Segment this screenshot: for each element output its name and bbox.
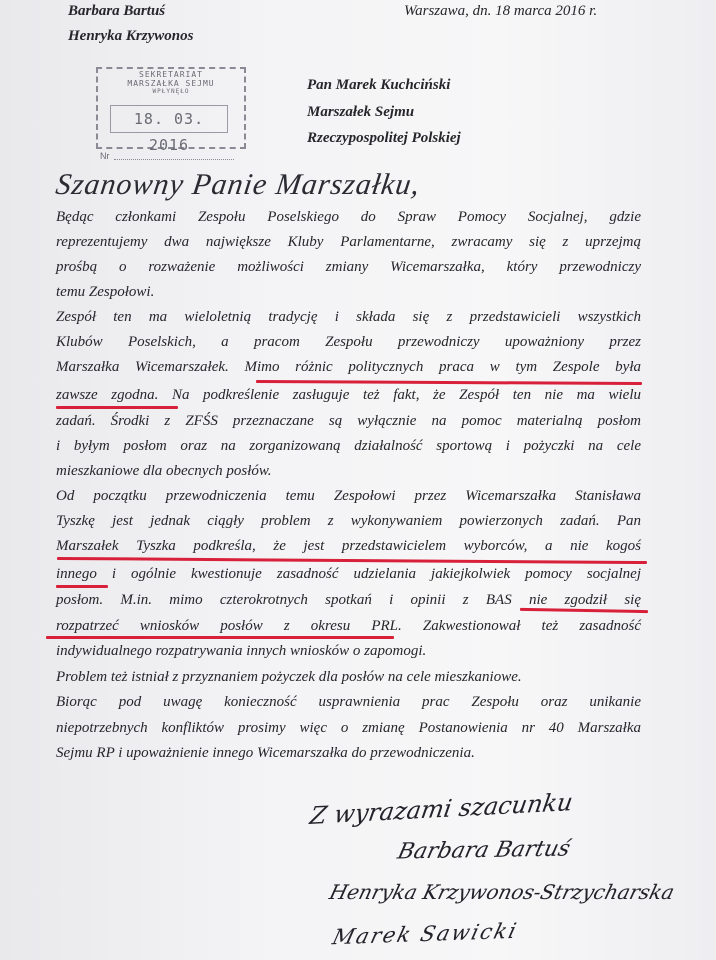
stamp-nr-label: Nr — [100, 151, 110, 161]
sender-name-2: Henryka Krzywonos — [68, 28, 194, 44]
stamp-line-1: SEKRETARIAT — [139, 70, 203, 79]
registry-stamp — [96, 67, 246, 163]
body-line: prośbą o rozważenie możliwości zmiany Wicemarszałka, który przewodniczy — [56, 259, 641, 275]
body-line: mieszkaniowe dla obecnych posłów. — [56, 463, 272, 479]
stamp-line-3: WPŁYNĘŁO — [152, 88, 190, 95]
body-line: temu Zespołowi. — [56, 284, 155, 300]
body-line: Zespół ten ma wieloletnią tradycję i składa się z przedstawicieli wszystkich — [56, 309, 641, 325]
body-line: Problem też istniał z przyznaniem pożyczek dla posłów na cele mieszkaniowe. — [56, 669, 522, 685]
recipient-line-1: Pan Marek Kuchciński — [307, 77, 451, 93]
body-line: indywidualnego rozpatrywania innych wniosków o zapomogi. — [56, 643, 427, 659]
body-line: posłom. M.in. mimo czterokrotnych spotkań i opinii z BAS nie zgodził się — [56, 592, 641, 608]
body-line: Tyszkę jest jednak ciągły problem z wykonywaniem powierzonych zadań. Pan — [56, 513, 641, 529]
signature-bartus: Barbara Bartuś — [395, 836, 573, 865]
body-line: rozpatrzeć wniosków posłów z okresu PRL. Zakwestionował też zasadność — [56, 618, 641, 634]
date-line: Warszawa, dn. 18 marca 2016 r. — [404, 3, 598, 19]
body-line: Biorąc pod uwagę konieczność usprawnienia prac Zespołu oraz unikanie — [56, 694, 641, 710]
highlight-underline — [56, 406, 178, 409]
body-line: zawsze zgodna. Na podkreślenie zasługuje też fakt, że Zespół ten nie ma wielu — [56, 387, 641, 403]
body-line: Od początku przewodniczenia temu Zespołowi przez Wicemarszałka Stanisława — [56, 488, 641, 504]
body-line: Będąc członkami Zespołu Poselskiego do Spraw Pomocy Socjalnej, gdzie — [56, 209, 641, 225]
closing-greeting: Z wyrazami szacunku — [307, 787, 575, 831]
highlight-underline — [46, 636, 394, 639]
body-line: innego i ogólnie kwestionuje zasadność udzielania jakiejkolwiek pomocy socjalnej — [56, 566, 641, 582]
highlight-underline — [256, 380, 642, 385]
salutation: Szanowny Panie Marszałku, — [53, 168, 423, 201]
body-line: Klubów Poselskich, a pracom Zespołu przewodniczy upoważniony przez — [56, 334, 641, 350]
body-line: i byłym posłom oraz na zorganizowaną działalność sportową i pożyczki na cele — [56, 438, 641, 454]
sender-name-1: Barbara Bartuś — [68, 3, 166, 19]
signature-sawicki: Marek Sawicki — [330, 918, 521, 950]
recipient-line-2: Marszałek Sejmu — [307, 104, 415, 120]
body-line: Marszałek Tyszka podkreśla, że jest przedstawicielem wyborców, a nie kogoś — [56, 538, 641, 554]
stamp-line-2: MARSZAŁKA SEJMU — [127, 79, 215, 88]
stamp-date: 18. 03. 2016 — [110, 105, 228, 133]
stamp-nr-line — [114, 159, 234, 160]
body-line: Sejmu RP i upoważnienie innego Wicemarszałka do przewodniczenia. — [56, 745, 475, 761]
signature-krzywonos: Henryka Krzywonos-Strzycharska — [327, 880, 677, 904]
highlight-underline — [57, 557, 647, 564]
recipient-line-3: Rzeczypospolitej Polskiej — [307, 130, 461, 146]
body-line: reprezentujemy dwa największe Kluby Parlamentarne, zwracamy się z uprzejmą — [56, 234, 641, 250]
body-line: zadań. Środki z ZFŚS przeznaczane są wyłącznie na pomoc materialną posłom — [56, 413, 641, 429]
body-line: Marszałka Wicemarszałek. Mimo różnic politycznych praca w tym Zespole była — [56, 359, 641, 375]
highlight-underline — [56, 585, 108, 588]
body-line: niepotrzebnych konfliktów prosimy więc o zmianę Postanowienia nr 40 Marszałka — [56, 720, 641, 736]
